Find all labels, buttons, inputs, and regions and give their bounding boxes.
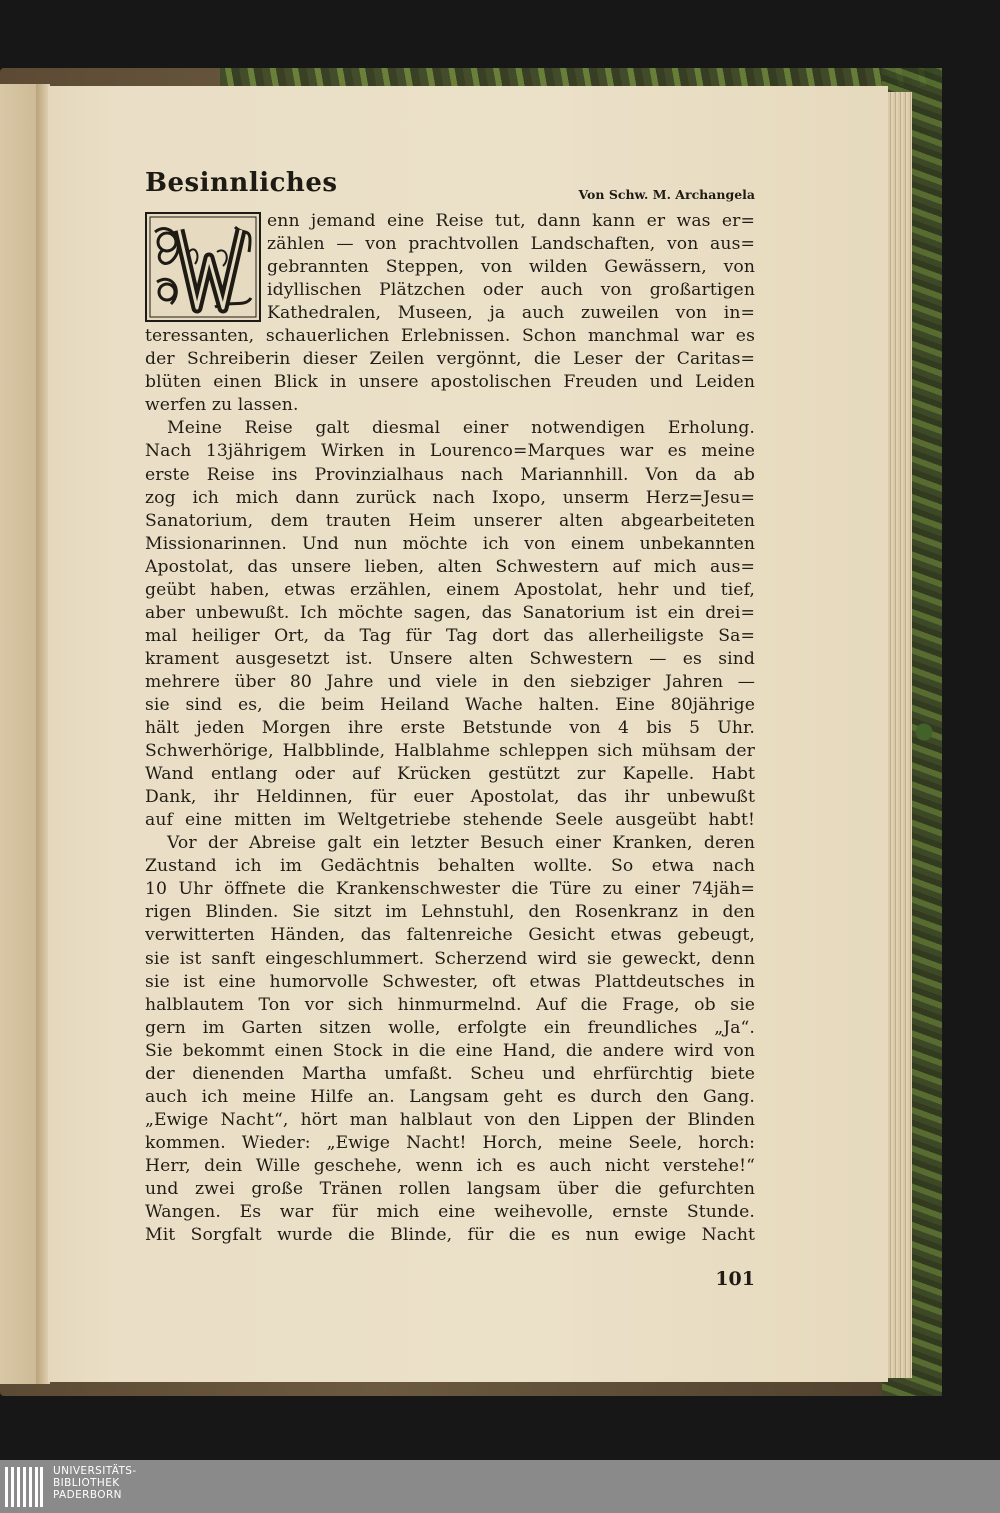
- text-line: mal heiliger Ort, da Tag für Tag dort das allerheiligste Sa=: [145, 625, 755, 646]
- text-line: werfen zu lassen.: [145, 395, 299, 416]
- article-author: Von Schw. M. Archangela: [578, 187, 755, 202]
- left-page-edge: [0, 84, 40, 1384]
- text-line: Wand entlang oder auf Krücken gestützt zur Kapelle. Habt: [145, 764, 755, 785]
- library-footer: [0, 1460, 1000, 1513]
- text-line: kommen. Wieder: „Ewige Nacht! Horch, meine Seele, horch:: [145, 1132, 755, 1153]
- paragraph-1: [145, 210, 755, 417]
- article-header: [145, 168, 755, 210]
- text-line: Kathedralen, Museen, ja auch zuweilen von in=: [267, 303, 755, 324]
- text-line: halblautem Ton vor sich hinmurmelnd. Auf die Frage, ob sie: [145, 994, 755, 1015]
- text-line: und zwei große Tränen rollen langsam über die gefurchten: [145, 1178, 755, 1199]
- text-line: krament ausgesetzt ist. Unsere alten Schwestern — es sind: [145, 648, 755, 669]
- text-line: der Schreiberin dieser Zeilen vergönnt, die Leser der Caritas=: [145, 349, 755, 370]
- text-line: erste Reise ins Provinzialhaus nach Mariannhill. Von da ab: [145, 464, 755, 485]
- text-line: Sanatorium, dem trauten Heim unserer alten abgearbeiteten: [145, 510, 755, 531]
- text-line: 10 Uhr öffnete die Krankenschwester die Türe zu einer 74jäh=: [145, 879, 755, 900]
- library-logo-line: UNIVERSITÄTS-: [53, 1465, 137, 1477]
- text-line: Mit Sorgfalt wurde die Blinde, für die es nun ewige Nacht: [145, 1225, 755, 1246]
- library-logo-line: PADERBORN: [53, 1489, 122, 1501]
- text-line: blüten einen Blick in unsere apostolischen Freuden und Leiden: [145, 372, 755, 393]
- paragraph-3: [145, 832, 755, 1247]
- library-logo-text: [53, 1465, 137, 1501]
- article: [145, 168, 755, 1247]
- text-line: Apostolat, das unsere lieben, alten Schwestern auf mich aus=: [145, 556, 755, 577]
- text-line: zog ich mich dann zurück nach Ixopo, unserm Herz=Jesu=: [145, 487, 755, 508]
- text-line: auf eine mitten im Weltgetriebe stehende Seele ausgeübt habt!: [145, 810, 755, 831]
- text-line: aber unbewußt. Ich möchte sagen, das Sanatorium ist ein drei=: [145, 602, 755, 623]
- text-line: der dienenden Martha umfaßt. Scheu und ehrfürchtig biete: [145, 1063, 755, 1084]
- text-line: hält jeden Morgen ihre erste Betstunde von 4 bis 5 Uhr.: [145, 718, 755, 739]
- decorated-initial-w-icon: [145, 212, 261, 322]
- text-line: verwitterten Händen, das faltenreiche Gesicht etwas gebeugt,: [145, 925, 755, 946]
- text-line: Wangen. Es war für mich eine weihevolle, ernste Stunde.: [145, 1202, 755, 1223]
- article-title: Besinnliches: [145, 168, 338, 198]
- library-logo-icon: [5, 1467, 43, 1507]
- text-line: gebrannten Steppen, von wilden Gewässern, von: [267, 257, 755, 278]
- paragraph-2: [145, 417, 755, 832]
- text-line: Vor der Abreise galt ein letzter Besuch einer Kranken, deren: [167, 833, 755, 854]
- text-line: teressanten, schauerlichen Erlebnissen. Schon manchmal war es: [145, 326, 755, 347]
- text-line: mehrere über 80 Jahre und viele in den siebziger Jahren —: [145, 671, 755, 692]
- text-line: Nach 13jährigem Wirken in Lourenco=Marques war es meine: [145, 441, 755, 462]
- page-stack-edge: [888, 92, 912, 1378]
- text-line: Herr, dein Wille geschehe, wenn ich es auch nicht verstehe!“: [145, 1155, 755, 1176]
- page-number: 101: [715, 1268, 755, 1290]
- text-line: Missionarinnen. Und nun möchte ich von einem unbekannten: [145, 533, 755, 554]
- text-line: Sie bekommt einen Stock in die eine Hand, die andere wird von: [145, 1040, 755, 1061]
- text-line: sie ist sanft eingeschlummert. Scherzend wird sie geweckt, denn: [145, 948, 755, 969]
- library-logo-line: BIBLIOTHEK: [53, 1477, 120, 1489]
- cover-marbled-top: [220, 68, 942, 86]
- text-line: rigen Blinden. Sie sitzt im Lehnstuhl, den Rosenkranz in den: [145, 902, 755, 923]
- text-line: sie sind es, die beim Heiland Wache halten. Eine 80jährige: [145, 694, 755, 715]
- text-line: Zustand ich im Gedächtnis behalten wollte. So etwa nach: [145, 856, 755, 877]
- text-line: zählen — von prachtvollen Landschaften, von aus=: [267, 234, 755, 255]
- text-line: idyllischen Plätzchen oder auch von großartigen: [267, 280, 755, 301]
- text-line: gern im Garten sitzen wolle, erfolgte ein freundliches „Ja“.: [145, 1017, 755, 1038]
- text-line: sie ist eine humorvolle Schwester, oft etwas Plattdeutsches in: [145, 971, 755, 992]
- text-line: geübt haben, etwas erzählen, einem Apostolat, hehr und tief,: [145, 579, 755, 600]
- text-line: Meine Reise galt diesmal einer notwendigen Erholung.: [167, 418, 755, 439]
- text-line: „Ewige Nacht“, hört man halblaut von den Lippen der Blinden: [145, 1109, 755, 1130]
- text-line: Dank, ihr Heldinnen, für euer Apostolat, das ihr unbewußt: [145, 787, 755, 808]
- text-line: auch ich meine Hilfe an. Langsam geht es durch den Gang.: [145, 1086, 755, 1107]
- text-line: Schwerhörige, Halbblinde, Halblahme schleppen sich mühsam der: [145, 741, 755, 762]
- text-line: enn jemand eine Reise tut, dann kann er was er=: [267, 211, 755, 231]
